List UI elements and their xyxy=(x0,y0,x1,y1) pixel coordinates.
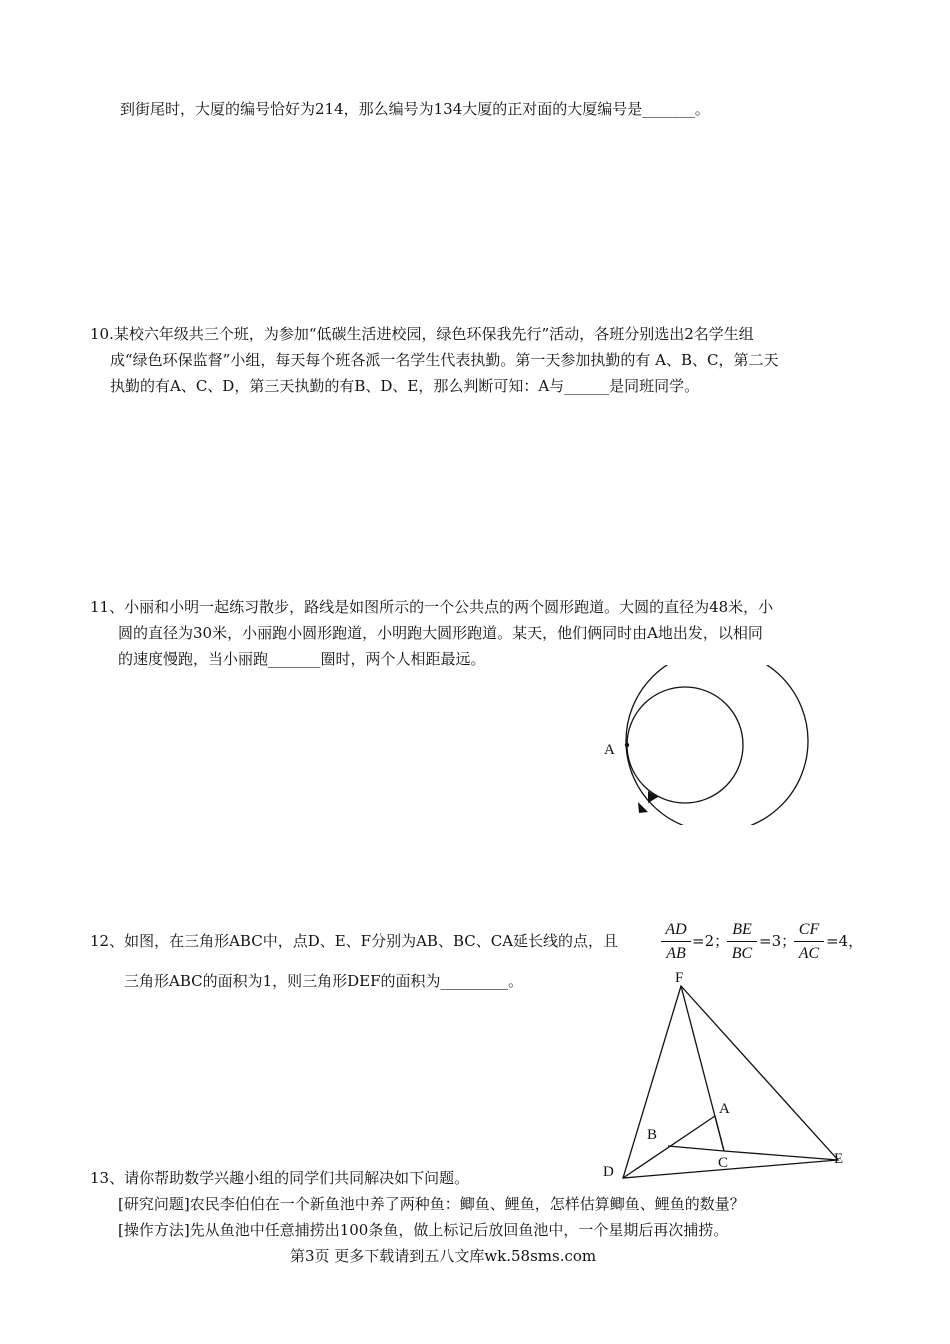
fraction-ad-ab-numerator: AD xyxy=(661,921,691,942)
q11-line-1: 11、小丽和小明一起练习散步，路线是如图所示的一个公共点的两个圆形跑道。大圆的直径为48米，小 xyxy=(90,598,774,616)
q12-line-1-prefix: 12、如图，在三角形ABC中，点D、E、F分别为AB、BC、CA延长线的点，且 xyxy=(90,932,619,950)
triangle-def xyxy=(623,986,838,1178)
equation-1-value: =2； xyxy=(692,932,730,950)
q12-triangle-figure xyxy=(595,968,855,1183)
fraction-ad-ab-denominator: AB xyxy=(666,945,686,962)
q13-line-2: [研究问题]农民李伯伯在一个新鱼池中养了两种鱼：鲫鱼、鲤鱼，怎样估算鲫鱼、鲤鱼的数量？ xyxy=(118,1195,745,1213)
fraction-ad-ab xyxy=(661,921,691,963)
equation-2-value: =3； xyxy=(759,932,797,950)
fraction-be-bc-numerator: BE xyxy=(727,921,757,942)
fraction-cf-ac-denominator: AC xyxy=(798,945,820,962)
large-circle-track xyxy=(626,665,808,825)
fraction-be-bc-denominator: BC xyxy=(731,945,753,962)
fraction-be-bc xyxy=(727,921,757,963)
label-point-a: A xyxy=(719,1101,730,1117)
q13-line-1: 13、请你帮助数学兴趣小组的同学们共同解决如下问题。 xyxy=(90,1169,470,1187)
segment-a-c xyxy=(715,1116,724,1151)
label-point-a: A xyxy=(604,742,615,758)
q10-line-1: 10.某校六年级共三个班，为参加“低碳生活进校园，绿色环保我先行”活动，各班分别选出2名学生组 xyxy=(90,325,754,343)
fraction-cf-ac xyxy=(794,921,824,963)
q12-line-2: 三角形ABC的面积为1，则三角形DEF的面积为_________。 xyxy=(124,972,524,990)
label-point-d: D xyxy=(603,1164,614,1180)
q11-circles-figure xyxy=(590,665,820,825)
label-point-f: F xyxy=(675,970,684,986)
label-point-e: E xyxy=(834,1151,844,1167)
equation-3-value: =4， xyxy=(826,932,864,950)
segment-b-c xyxy=(668,1146,724,1151)
q13-line-3: [操作方法]先从鱼池中任意捕捞出100条鱼，做上标记后放回鱼池中，一个星期后再次捕捞。 xyxy=(118,1221,729,1239)
q11-line-2: 圆的直径为30米，小丽跑小圆形跑道，小明跑大圆形跑道。某天，他们俩同时由A地出发，以相同 xyxy=(118,624,763,642)
point-a-dot xyxy=(625,743,629,747)
q11-line-3: 的速度慢跑，当小丽跑_______圈时，两个人相距最远。 xyxy=(118,650,486,668)
label-point-b: B xyxy=(647,1127,658,1143)
segment-d-a xyxy=(623,1116,715,1178)
small-circle-track xyxy=(627,687,743,803)
q10-line-2: 成“绿色环保监督”小组，每天每个班各派一名学生代表执勤。第一天参加执勤的有 A、B、C，第二天 xyxy=(110,351,779,369)
label-point-c: C xyxy=(718,1155,729,1171)
q10-line-3: 执勤的有A、C、D，第三天执勤的有B、D、E，那么判断可知：A与______是同班同学。 xyxy=(110,377,700,395)
q9-line-1: 到街尾时，大厦的编号恰好为214，那么编号为134大厦的正对面的大厦编号是_______。 xyxy=(120,100,710,118)
page-footer: 第3页 更多下载请到五八文库wk.58sms.com xyxy=(290,1247,597,1265)
fraction-cf-ac-numerator: CF xyxy=(794,921,824,942)
segment-c-e xyxy=(724,1151,838,1160)
large-circle-arrow-icon xyxy=(638,802,648,813)
